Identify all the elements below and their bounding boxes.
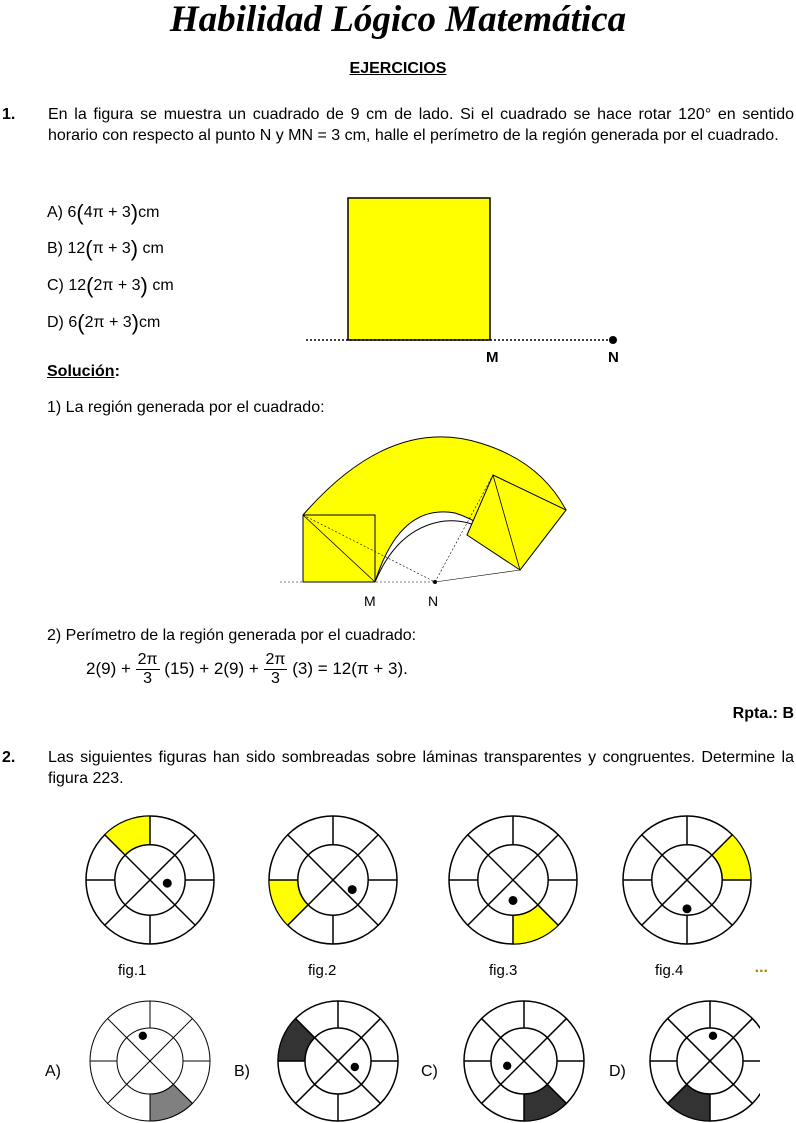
solution-step-2: 2) Perímetro de la región generada por el cuadrado: [47,627,417,644]
wheel-sequence [75,812,775,982]
option-2c-label: C) [421,1063,438,1080]
option-b: B) 12(π + 3) cm [47,236,164,261]
wheel-fig-2 [269,816,397,944]
wheel-option-a [90,1001,210,1121]
option-2d-label: D) [609,1063,626,1080]
label-m: M [486,349,499,366]
page-title: Habilidad Lógico Matemática [169,0,627,40]
question-2-number: 2. [2,749,16,766]
perimeter-formula: 2(9) + $\frac{2\pi}{3}$ (15) + 2(9) + $\frac{2\pi}{3}$ (3) = 12(π + 3). [86,651,408,687]
wheel-option-c [464,1001,584,1121]
wheel-fig-1-dot [163,879,172,888]
wheel-fig-3 [449,816,577,944]
fig-2-caption: fig.2 [308,962,337,979]
label-n: N [608,349,619,366]
square-figure [300,190,640,370]
wheel-options [40,995,760,1123]
wheel-option-c-dot [503,1062,511,1070]
wheel-option-b-dot [351,1063,359,1071]
svg-text:N: N [428,593,439,609]
point-n [609,336,617,344]
ellipsis: ... [754,959,768,976]
wheel-option-b [278,1001,398,1121]
square-shape [348,198,490,340]
option-c: C) 12(2π + 3) cm [47,273,174,298]
wheel-option-d [650,1001,760,1121]
option-d: D) 6(2π + 3)cm [47,310,161,335]
question-2-text: Las siguientes figuras han sido sombreadas sobre láminas transparentes y congruentes. Determine la figura 223. [48,749,794,787]
wheel-fig-3-dot [509,896,518,905]
question-1-text: En la figura se muestra un cuadrado de 9 cm de lado. Si el cuadrado se hace rotar 120° en sentido horario con respecto al punto N y MN = 3 cm, halle el perímetro de la región generada por el cuadrado. [48,106,794,144]
solution-step-1: 1) La región generada por el cuadrado: [47,399,325,416]
option-2b-label: B) [234,1063,250,1080]
pivot-n [433,580,437,584]
answer-label: Rpta.: B [732,705,794,722]
wheel-option-a-dot [139,1032,147,1040]
option-a: A) 6(4π + 3)cm [47,200,160,225]
fig-3-caption: fig.3 [489,962,518,979]
wheel-fig-4-dot [683,904,692,913]
question-1-number: 1. [2,106,16,123]
rotation-region-figure [280,425,580,615]
wheel-option-d-dot [709,1032,717,1040]
svg-text:M: M [364,593,376,609]
wheel-fig-2-dot [348,885,357,894]
fig-1-caption: fig.1 [118,962,147,979]
fig-4-caption: fig.4 [655,962,684,979]
solution-heading: Solución: [47,363,120,380]
wheel-fig-4 [623,816,751,944]
section-heading: EJERCICIOS [349,60,447,77]
option-2a-label: A) [45,1063,61,1080]
wheel-fig-1 [86,816,214,944]
